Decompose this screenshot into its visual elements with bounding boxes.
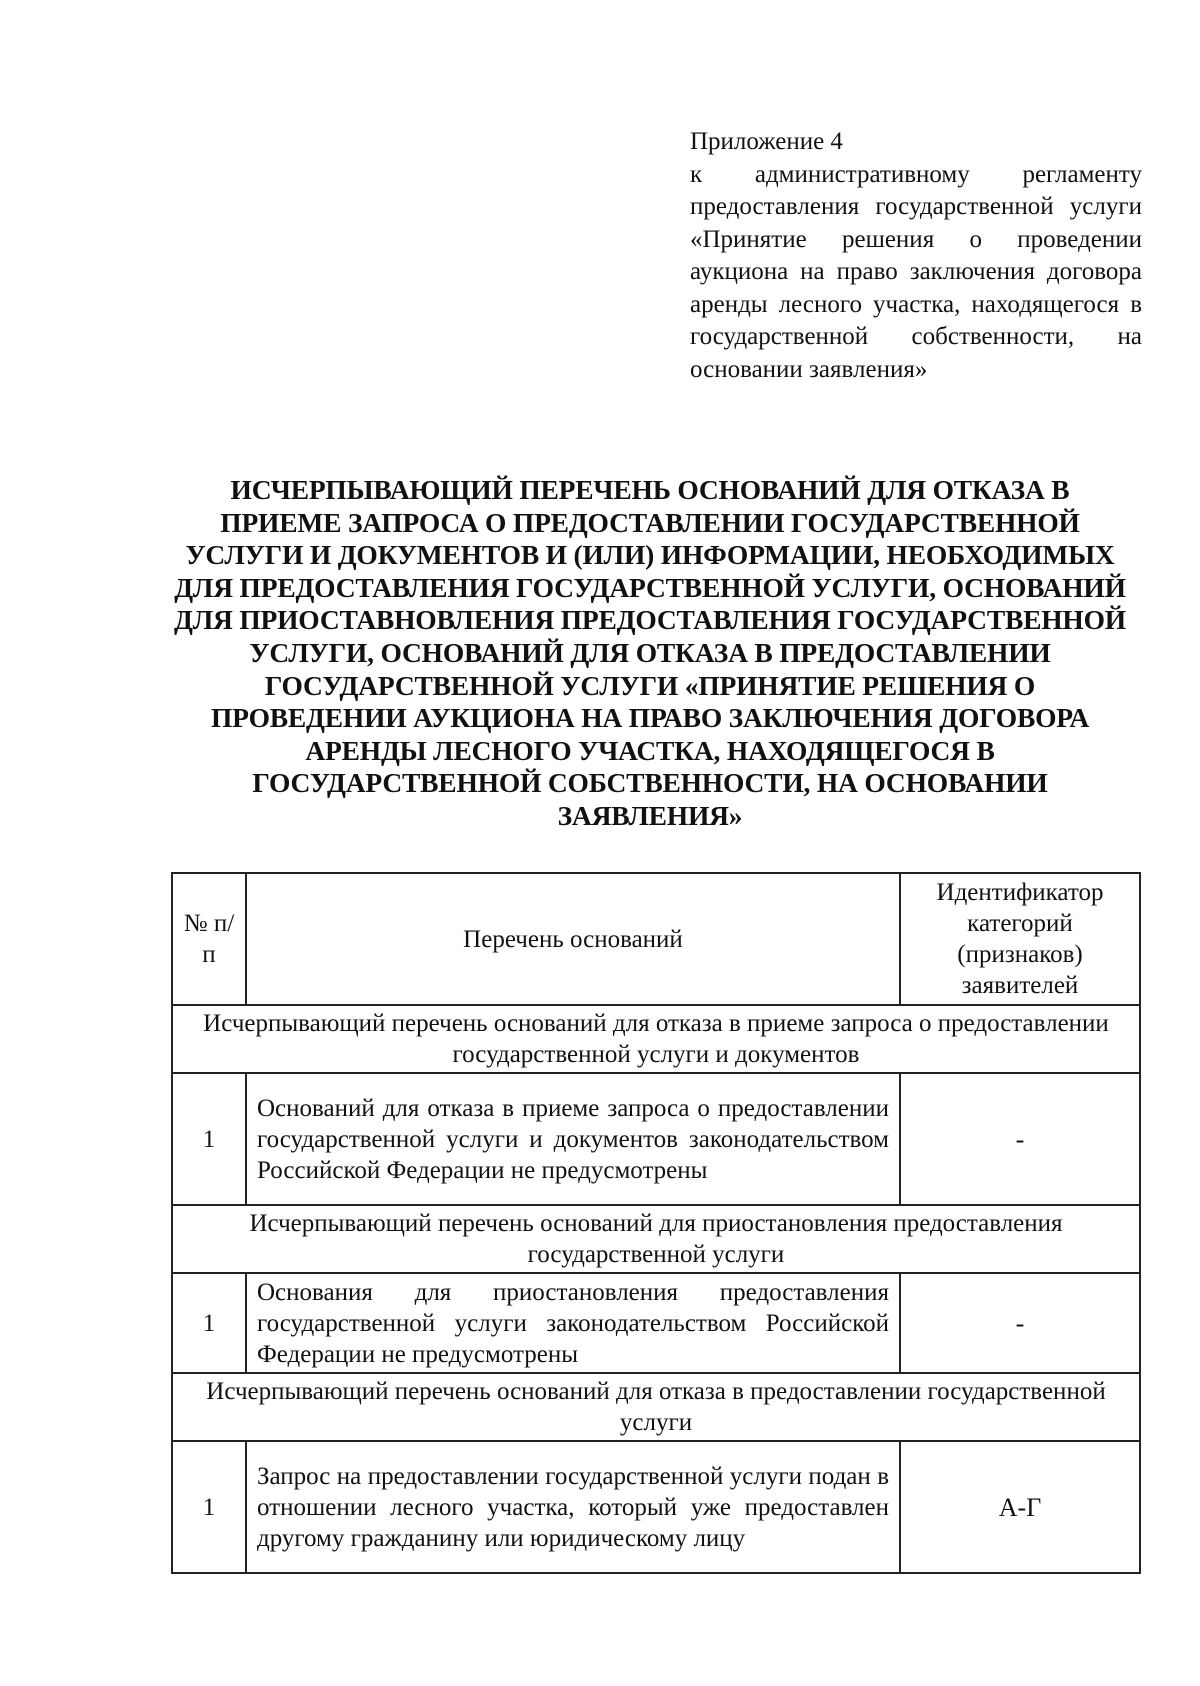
section-row: [172, 1373, 1140, 1441]
table-row: [172, 1273, 1140, 1373]
row-identifier: -: [900, 1073, 1140, 1205]
header-identifier: Идентификатор категорий (признаков) заявителей: [900, 873, 1140, 1005]
appendix-text: к административному регламенту предоставления государственной услуги «Принятие решения о проведении аукциона на право заключения договора аренды лесного участка, находящегося в государственной собственности, на основании заявления»: [690, 160, 1142, 383]
table-row: [172, 1073, 1140, 1205]
section-row: [172, 1005, 1140, 1073]
row-reason: Основания для приостановления предоставления государственной услуги законодательством Российской Федерации не предусмотрены: [246, 1273, 900, 1373]
header-num: № п/п: [172, 873, 246, 1005]
row-num: 1: [172, 1273, 246, 1373]
header-list: Перечень оснований: [246, 873, 900, 1005]
table-row: [172, 1441, 1140, 1573]
row-num: 1: [172, 1441, 246, 1573]
appendix-title: Приложение 4: [690, 128, 843, 155]
grounds-table: [171, 872, 1141, 1574]
row-identifier: -: [900, 1273, 1140, 1373]
section-row: [172, 1205, 1140, 1273]
section-title-refusal-acceptance: Исчерпывающий перечень оснований для отказа в приеме запроса о предоставлении государственной услуги и документов: [172, 1005, 1140, 1073]
page-title: ИСЧЕРПЫВАЮЩИЙ ПЕРЕЧЕНЬ ОСНОВАНИЙ ДЛЯ ОТКАЗА В ПРИЕМЕ ЗАПРОСА О ПРЕДОСТАВЛЕНИИ ГОСУДАРСТВЕННОЙ УСЛУГИ И ДОКУМЕНТОВ И (ИЛИ) ИНФОРМАЦИИ, НЕОБХОДИМЫХ ДЛЯ ПРЕДОСТАВЛЕНИЯ ГОСУДАРСТВЕННОЙ УСЛУГИ, ОСНОВАНИЙ ДЛЯ ПРИОСТАВНОВЛЕНИЯ ПРЕДОСТАВЛЕНИЯ ГОСУДАРСТВЕННОЙ УСЛУГИ, ОСНОВАНИЙ ДЛЯ ОТКАЗА В ПРЕДОСТАВЛЕНИИ ГОСУДАРСТВЕННОЙ УСЛУГИ «ПРИНЯТИЕ РЕШЕНИЯ О ПРОВЕДЕНИИ АУКЦИОНА НА ПРАВО ЗАКЛЮЧЕНИЯ ДОГОВОРА АРЕНДЫ ЛЕСНОГО УЧАСТКА, НАХОДЯЩЕГОСЯ В ГОСУДАРСТВЕННОЙ СОБСТВЕННОСТИ, НА ОСНОВАНИИ ЗАЯВЛЕНИЯ»: [173, 474, 1127, 831]
section-title-suspension: Исчерпывающий перечень оснований для приостановления предоставления государственной услуги: [172, 1205, 1140, 1273]
table-header-row: [172, 873, 1140, 1005]
row-reason: Оснований для отказа в приеме запроса о предоставлении государственной услуги и документов законодательством Российской Федерации не предусмотрены: [246, 1073, 900, 1205]
section-title-refusal-service: Исчерпывающий перечень оснований для отказа в предоставлении государственной услуги: [172, 1373, 1140, 1441]
appendix-block: [690, 126, 1142, 386]
row-num: 1: [172, 1073, 246, 1205]
row-identifier: А-Г: [900, 1441, 1140, 1573]
row-reason: Запрос на предоставлении государственной услуги подан в отношении лесного участка, который уже предоставлен другому гражданину или юридическому лицу: [246, 1441, 900, 1573]
